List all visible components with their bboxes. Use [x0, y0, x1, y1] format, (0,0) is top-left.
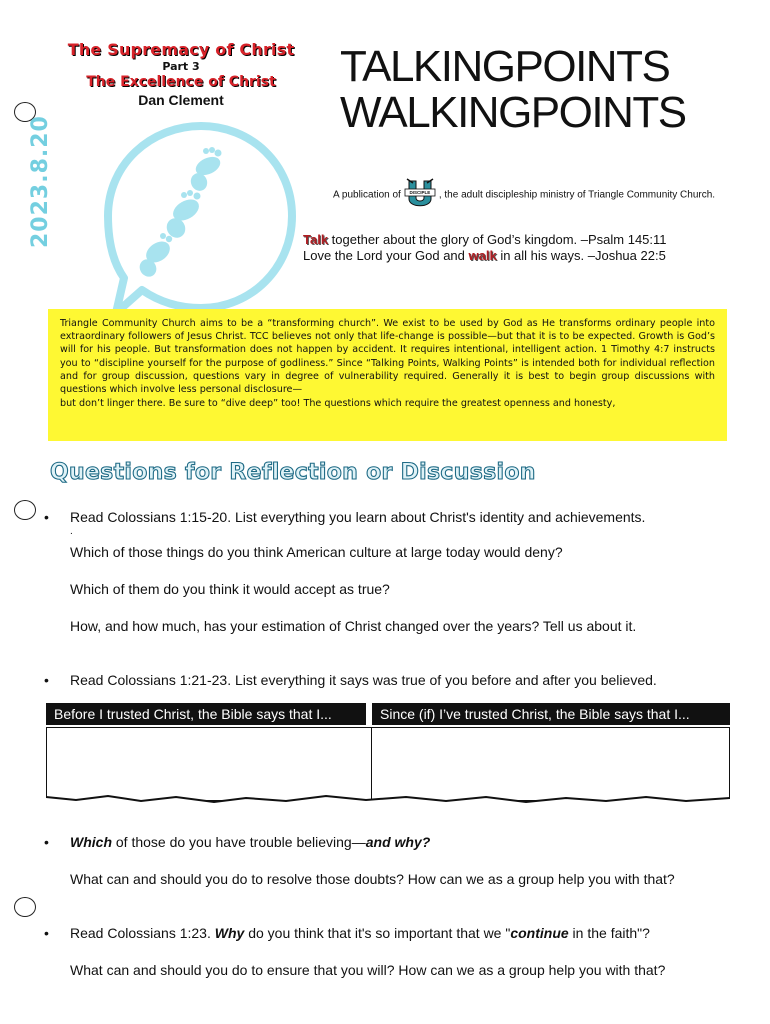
speech-bubble-outline: [108, 126, 292, 313]
answer-cell-since[interactable]: [371, 727, 730, 801]
intro-box: [48, 309, 727, 441]
question-3-em-which: Which: [70, 834, 112, 850]
question-3a: What can and should you do to resolve those doubts? How can we as a group help you with that?: [70, 871, 675, 887]
publication-suffix: , the adult discipleship ministry of Triangle Community Church.: [438, 189, 716, 201]
intro-last-line: but don’t linger there. Be sure to “dive deep” too! The questions which require the greatest openness and honesty,: [60, 398, 616, 410]
verse-psalm: [303, 232, 667, 248]
bullet-3: •: [44, 834, 49, 850]
punch-hole-bottom: [14, 897, 36, 917]
verse-keyword-walk: walk: [468, 248, 497, 263]
bullet-4: •: [44, 925, 49, 941]
disciple-u-logo: [403, 177, 437, 213]
question-4-end: in the faith"?: [568, 925, 650, 941]
verse-psalm-text: together about the glory of God’s kingdom. –Psalm 145:11: [328, 232, 667, 247]
table-header-since: Since (if) I’ve trusted Christ, the Bible says that I...: [372, 703, 730, 725]
question-1b: Which of them do you think it would accept as true?: [70, 581, 390, 597]
questions-heading: Questions for Reflection or Discussion: [50, 460, 536, 485]
brand-line-2: WALKINGPOINTS: [340, 88, 686, 137]
question-1: Read Colossians 1:15-20. List everything you learn about Christ's identity and achievements.: [70, 509, 646, 525]
intro-paragraph: Triangle Community Church aims to be a “transforming church”. We exist to be used by God as He transforms ordinary people into extraordinary followers of Jesus Christ. TCC believes not only that life-change is possible—but that it is to be expected. Growth is God’s will for his people. But transformation does not happen by accident. It requires intentional, intelligent action. 1 Timothy 4:7 instructs you to “discipline yourself for the purpose of godliness.” Since “Talking Points, Walking Points” is intended both for individual reflection and for group discussion, questions vary in degree of vulnerability required. Generally it is best to begin group discussions with questions which involve less personal disclosure—: [60, 318, 715, 396]
lesson-title: The Excellence of Christ: [86, 74, 276, 90]
title-block: [50, 40, 312, 108]
series-title: The Supremacy of Christ: [67, 40, 295, 59]
answer-cell-before[interactable]: [46, 727, 373, 801]
question-4-em-continue: continue: [510, 925, 569, 941]
question-4: [70, 925, 650, 941]
torn-edge: [46, 795, 730, 807]
punch-hole-middle: [14, 500, 36, 520]
question-4-middle: do you think that it's so important that we ": [244, 925, 511, 941]
author-name: Dan Clement: [138, 92, 224, 108]
part-label: Part 3: [162, 60, 200, 73]
question-4-start: Read Colossians 1:23.: [70, 925, 215, 941]
question-2: Read Colossians 1:21-23. List everything it says was true of you before and after you believed.: [70, 672, 657, 688]
speech-bubble-icon: [96, 118, 306, 328]
question-1a: Which of those things do you think American culture at large today would deny?: [70, 544, 563, 560]
question-1c: How, and how much, has your estimation of Christ changed over the years? Tell us about it.: [70, 618, 637, 634]
publication-line: [333, 177, 715, 213]
bullet-1: •: [44, 509, 49, 525]
verse-joshua-text: in all his ways. –Joshua 22:5: [496, 248, 666, 263]
verse-joshua-start: Love the Lord your God and: [303, 248, 469, 263]
brand-line-1: TALKINGPOINTS: [340, 42, 670, 91]
question-3-em-why: and why?: [365, 834, 431, 850]
before-after-table: [46, 703, 730, 805]
bullet-2: •: [44, 672, 49, 688]
question-3-middle: of those do you have trouble believing—: [112, 834, 366, 850]
verse-keyword-talk: Talk: [303, 232, 329, 247]
publication-prefix: A publication of: [333, 189, 401, 201]
scripture-quotes: [303, 232, 667, 264]
lesson-date: 2023.8.20: [28, 115, 53, 248]
question-3: [70, 834, 430, 850]
logo-text: DISCIPLE: [409, 190, 431, 195]
table-header-before: Before I trusted Christ, the Bible says that I...: [46, 703, 366, 725]
brand-title: [340, 44, 686, 136]
question-4a: What can and should you do to ensure that you will? How can we as a group help you with that?: [70, 962, 666, 978]
question-1-dot: .: [70, 526, 73, 537]
question-4-em-why: Why: [214, 925, 245, 941]
verse-joshua: [303, 248, 667, 264]
